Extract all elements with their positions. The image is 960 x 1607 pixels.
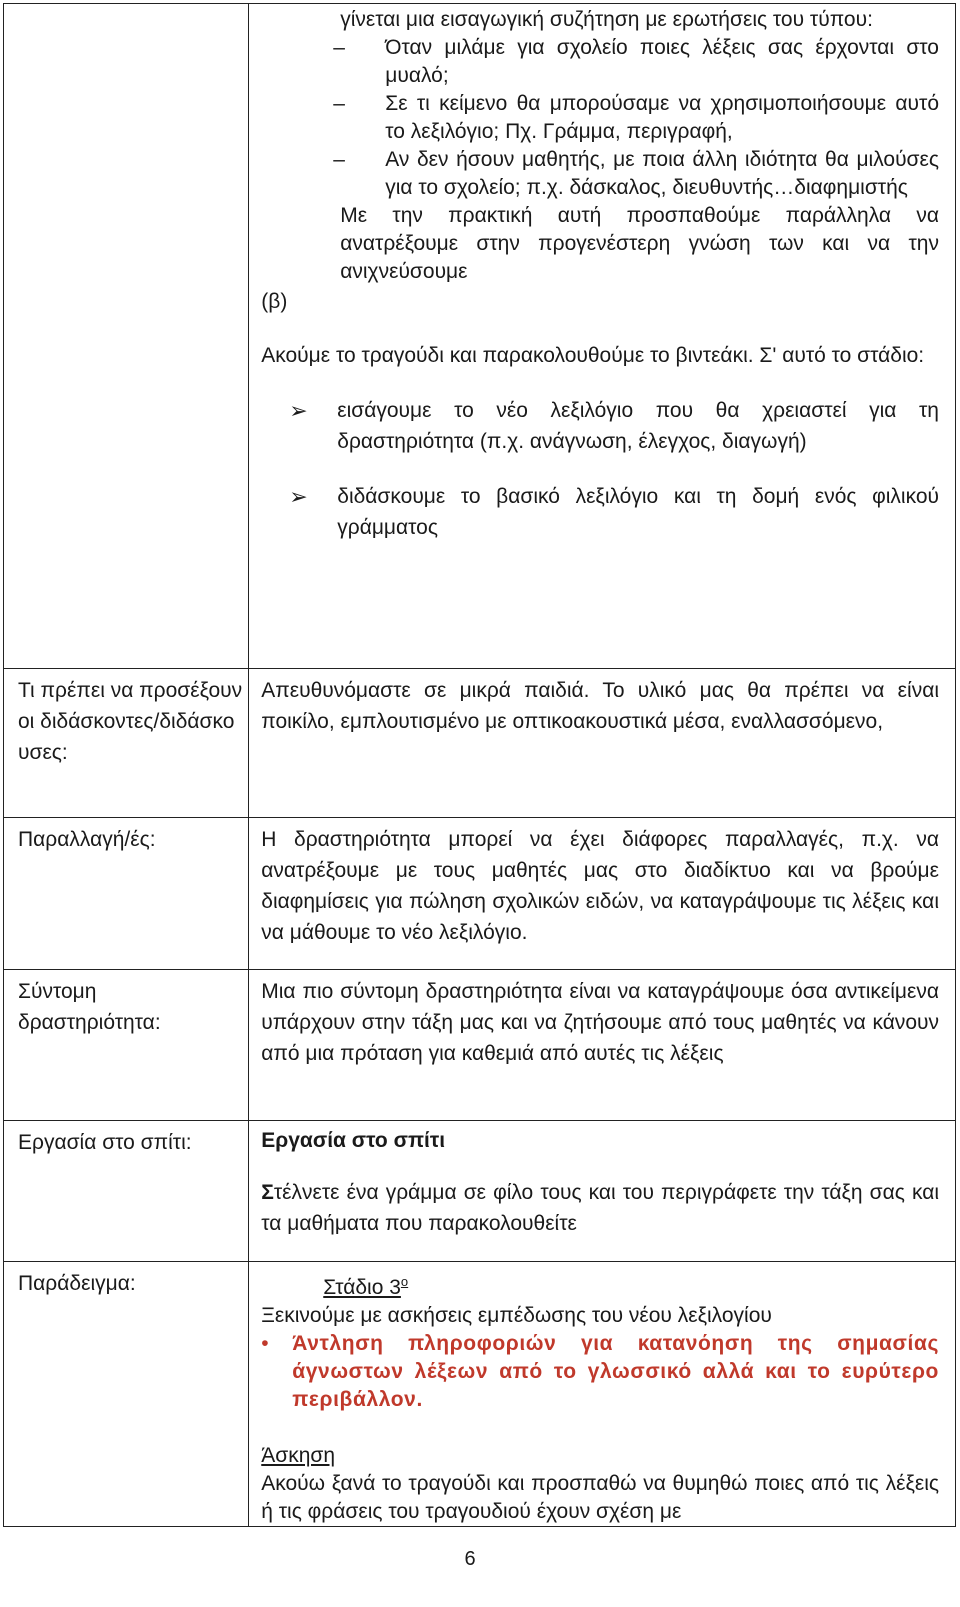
exercise-text: Ακούω ξανά το τραγούδι και προσπαθώ να θυμηθώ ποιες από τις λέξεις ή τις φράσεις του τραγουδιού έχουν σχέση με [261, 1472, 939, 1523]
dash-icon: – [333, 148, 345, 171]
homework-label-cell [4, 1121, 249, 1262]
notes-label: Τι πρέπει να προσέξουν οι διδάσκοντες/διδάσκουσες: [18, 679, 243, 764]
procedure-row [4, 4, 956, 669]
dash-icon: – [333, 92, 345, 115]
notes-label-cell [4, 669, 249, 818]
page-number: 6 [464, 1548, 476, 1570]
exercise-title: Άσκηση [261, 1444, 336, 1467]
homework-heading: Εργασία στο σπίτι [261, 1129, 446, 1152]
stage-title: Στάδιο 3 [323, 1276, 401, 1299]
red-bullet-item [249, 1330, 955, 1414]
question-1-text: Όταν μιλάμε για σχολείο ποιες λέξεις σας έρχονται στο μυαλό; [385, 36, 939, 87]
short-text: Μια πιο σύντομη δραστηριότητα είναι να καταγράψουμε όσα αντικείμενα υπάρχουν στην τάξη μας και να ζητήσουμε από τους μαθητές να κάνουν από μια πρόταση για καθεμιά από αυτές τις λέξεις [261, 980, 939, 1065]
notes-content-cell [249, 669, 956, 818]
variations-row [4, 818, 956, 970]
listen-text: Ακούμε το τραγούδι και παρακολουθούμε το βιντεάκι. Σ' αυτό το στάδιο: [261, 344, 925, 367]
homework-text-rest: τέλνετε ένα γράμμα σε φίλο τους και του περιγράφετε την τάξη σας και τα μαθήματα που παρακολουθείτε [261, 1181, 939, 1235]
question-item-1 [249, 34, 955, 90]
short-label: Σύντομη δραστηριότητα: [18, 980, 161, 1034]
bullet-1-text: εισάγουμε το νέο λεξιλόγιο που θα χρειαστεί για τη δραστηριότητα (π.χ. ανάγνωση, έλεγχος, διαγωγή) [337, 399, 939, 453]
short-content-cell [249, 970, 956, 1121]
practice-text: Με την πρακτική αυτή προσπαθούμε παράλληλα να ανατρέξουμε στην προγενέστερη γνώση των και να την ανιχνεύσουμε [340, 204, 939, 283]
question-3-text: Αν δεν ήσουν μαθητής, με ποια άλλη ιδιότητα θα μιλούσες για το σχολείο; π.χ. δάσκαλος, διευθυντής…διαφημιστής [385, 148, 939, 199]
stage-superscript: ο [400, 1274, 409, 1289]
question-item-3 [249, 146, 955, 202]
example-label: Παράδειγμα: [18, 1272, 136, 1295]
example-row [4, 1262, 956, 1527]
variations-text: Η δραστηριότητα μπορεί να έχει διάφορες παραλλαγές, π.χ. να ανατρέξουμε με τους μαθητές μας στο διαδίκτυο και να βρούμε διαφημίσεις για πώληση σχολικών ειδών, να καταγράψουμε τις λέξεις και να μάθουμε το νέο λεξιλόγιο. [261, 828, 939, 944]
short-label-cell [4, 970, 249, 1121]
procedure-label-cell [4, 4, 249, 669]
stage-start-text: Ξεκινούμε με ασκήσεις εμπέδωσης του νέου λεξιλογίου [261, 1304, 772, 1327]
dash-icon: – [333, 36, 345, 59]
short-activity-row [4, 970, 956, 1121]
homework-content-cell [249, 1121, 956, 1262]
intro-text: γίνεται μια εισαγωγική συζήτηση με ερωτήσεις του τύπου: [340, 8, 873, 31]
variations-label-cell [4, 818, 249, 970]
lesson-plan-table [3, 3, 956, 1527]
example-content-cell [249, 1262, 956, 1527]
marker-b: (β) [261, 290, 288, 313]
arrow-bullet-icon: ➢ [289, 398, 308, 423]
bullet-item-1 [249, 395, 955, 457]
homework-text [249, 1155, 955, 1239]
arrow-bullet-icon: ➢ [289, 484, 308, 509]
bullet-item-2 [249, 481, 955, 543]
question-2-text: Σε τι κείμενο θα μπορούσαμε να χρησιμοποιήσουμε αυτό το λεξιλόγιο; Πχ. Γράμμα, περιγραφή, [385, 92, 939, 143]
variations-content-cell [249, 818, 956, 970]
variations-label: Παραλλαγή/ές: [18, 828, 156, 851]
homework-row [4, 1121, 956, 1262]
notes-text: Απευθυνόμαστε σε μικρά παιδιά. Το υλικό μας θα πρέπει να είναι ποικίλο, εμπλουτισμένο με οπτικοακουστικά μέσα, εναλλασσόμενο, [261, 679, 939, 733]
bullet-2-text: διδάσκουμε το βασικό λεξιλόγιο και τη δομή ενός φιλικού γράμματος [337, 485, 939, 539]
question-item-2 [249, 90, 955, 146]
homework-label: Εργασία στο σπίτι: [18, 1131, 192, 1154]
red-bullet-text: Άντληση πληροφοριών για κατανόηση της σημασίας άγνωστων λέξεων από το γλωσσικό αλλά και το ευρύτερο περιβάλλον. [292, 1332, 939, 1411]
notes-row [4, 669, 956, 818]
example-label-cell [4, 1262, 249, 1527]
procedure-content-cell [249, 4, 956, 669]
stage-heading [249, 1262, 955, 1302]
homework-text-first-letter: Σ [261, 1181, 274, 1204]
bullet-dot-icon: • [261, 1332, 269, 1355]
